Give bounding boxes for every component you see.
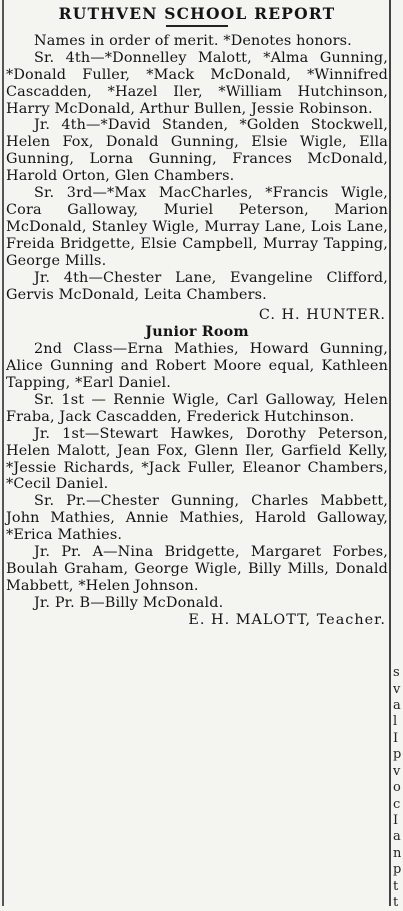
article	[6, 0, 388, 906]
paragraph-jr-4th: Jr. 4th—*David Standen, *Golden Stockwell, Helen Fox, Donald Gunning, Elsie Wigle, Ella Gunning, Lorna Gunning, Frances McDonald, Harold Orton, Glen Chambers.	[6, 117, 388, 185]
adjacent-column-letter: c	[393, 797, 401, 812]
paragraph-2nd-class: 2nd Class—Erna Mathies, Howard Gunning, Alice Gunning and Robert Moore equal, Kathleen Tapping, *Earl Daniel.	[6, 341, 388, 392]
adjacent-column-letter: a	[393, 698, 401, 713]
adjacent-column-letter: o	[393, 780, 401, 795]
left-column-rule	[2, 0, 4, 906]
adjacent-column-letter: s	[393, 665, 400, 680]
adjacent-column-letter: I	[393, 813, 399, 828]
article-title: RUTHVEN SCHOOL REPORT	[58, 4, 336, 23]
adjacent-column-letter: t	[393, 895, 399, 910]
paragraph-sr-3rd: Sr. 3rd—*Max MacCharles, *Francis Wigle, Cora Galloway, Muriel Peterson, Marion McDonald, Stanley Wigle, Murray Lane, Lois Lane, Freida Bridgette, Elsie Campbell, Murray Tapping, George Mills.	[6, 185, 388, 269]
adjacent-column-letter: t	[393, 879, 399, 894]
paragraph-sr-pr: Sr. Pr.—Chester Gunning, Charles Mabbett, John Mathies, Annie Mathies, Harold Galloway, *Erica Mathies.	[6, 493, 388, 544]
right-column-rule	[389, 0, 391, 906]
signature-malott: E. H. MALOTT, Teacher.	[188, 611, 386, 628]
paragraph-sr-4th: Sr. 4th—*Donnelley Malott, *Alma Gunning, *Donald Fuller, *Mack McDonald, *Winnifred Cascadden, *Hazel Iler, *William Hutchinson, Harry McDonald, Arthur Bullen, Jessie Robinson.	[6, 49, 388, 117]
adjacent-column-letter: l	[393, 714, 398, 729]
adjacent-column-letter: n	[393, 846, 402, 861]
adjacent-column-letter: v	[393, 764, 401, 779]
adjacent-column-letter: p	[393, 862, 402, 877]
paragraph-jr-pr-b: Jr. Pr. B—Billy McDonald.	[34, 594, 224, 611]
paragraph-jr-pr-a: Jr. Pr. A—Nina Bridgette, Margaret Forbes, Boulah Graham, George Wigle, Billy Mills, Donald Mabbett, *Helen Johnson.	[6, 544, 388, 594]
adjacent-column-letter: I	[393, 731, 399, 746]
paragraph-intro: Names in order of merit. *Denotes honors.	[34, 32, 352, 49]
paragraph-jr-4th-b: Jr. 4th—Chester Lane, Evangeline Clifford, Gervis McDonald, Leita Chambers.	[6, 269, 388, 303]
paragraph-sr-1st: Sr. 1st — Rennie Wigle, Carl Galloway, Helen Fraba, Jack Cascadden, Frederick Hutchinson.	[6, 391, 388, 425]
adjacent-column-letter: a	[393, 829, 401, 844]
adjacent-column-letter: v	[393, 682, 401, 697]
paragraph-jr-1st: Jr. 1st—Stewart Hawkes, Dorothy Peterson, Helen Malott, Jean Fox, Glenn Iler, Garfield Kelly, *Jessie Richards, *Jack Fuller, Eleanor Chambers, *Cecil Daniel.	[6, 425, 388, 493]
signature-hunter: C. H. HUNTER.	[258, 307, 386, 324]
adjacent-column-letter: p	[393, 747, 402, 762]
title-divider	[166, 25, 228, 27]
section-heading-junior-room: Junior Room	[145, 323, 249, 341]
